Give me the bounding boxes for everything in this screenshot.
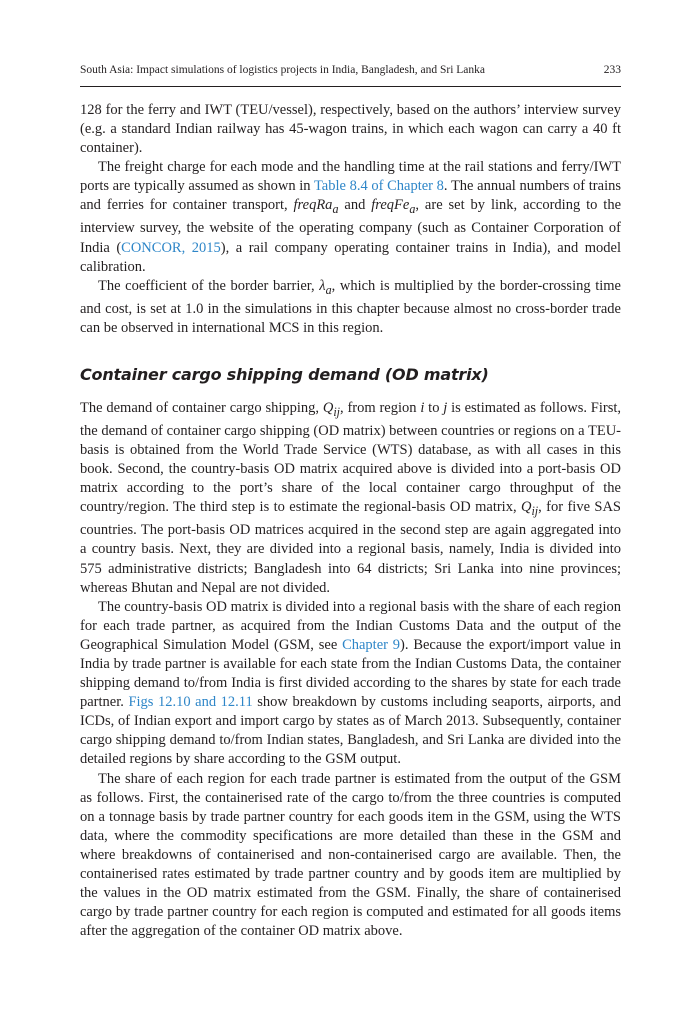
paragraph-2-text-a: The freight charge for each mode and the handling time at the rail stations and ferry/IWT ports are typically assumed as shown in bbox=[80, 159, 621, 195]
paragraph-5-text-a: The country-basis OD matrix is divided into a regional basis with the share of each region for each trade partner, as acquired from the Indian Customs Data and the output of the Geographical Simulation Model (GSM, see bbox=[80, 598, 621, 653]
var-freqRa-subscript: a bbox=[332, 202, 339, 217]
paragraph-2-text-c: and bbox=[338, 197, 372, 214]
paragraph-2-text-b: . The annual numbers of trains and ferries for container transport, bbox=[80, 178, 621, 214]
running-head bbox=[80, 64, 621, 76]
header-rule bbox=[80, 86, 621, 87]
page-number: 233 bbox=[603, 64, 621, 76]
var-j: j bbox=[443, 400, 448, 416]
paragraph-3-text-a: The coefficient of the border barrier, bbox=[98, 277, 320, 294]
section-heading: Container cargo shipping demand (OD matrix) bbox=[80, 364, 489, 384]
paragraph-3 bbox=[80, 277, 621, 338]
paragraph-4-text-c: to bbox=[424, 400, 444, 416]
link-figs-12-10-12-11[interactable]: Figs 12.10 and 12.11 bbox=[128, 694, 253, 711]
paragraph-3-text-b: , which is multiplied by the border-crossing time and cost, is set at 1.0 in the simulations in this chapter because almost no cross-border trade can be observed in international MCS in this region. bbox=[80, 277, 621, 336]
var-freqFe-subscript: a bbox=[409, 202, 416, 217]
var-Q-subscript: ij bbox=[333, 404, 341, 419]
paragraph-4-text-b: , from region bbox=[340, 400, 421, 416]
paragraph-4-text-e: , for five SAS countries. The port-basis OD matrices acquired in the second step are again aggregated into a country basis. Next, they are divided into a regional basis, namely, India is divided into 575 administrative districts; Bangladesh into 64 districts; Sri Lanka into nine provinces; whereas Bhutan and Nepal are not divided. bbox=[80, 499, 621, 596]
paragraph-4-text-a: The demand of container cargo shipping, bbox=[80, 400, 323, 416]
paragraph-4-text-d: is estimated as follows. First, the demand of container cargo shipping (OD matrix) between countries or regions on a TEU-basis is obtained from the World Trade Service (WTS) database, as with all cases in this book. Second, the country-basis OD matrix acquired above is divided into a port-basis OD matrix according to the port’s share of the local container cargo throughput of the country/region. The third step is to estimate the regional-basis OD matrix, bbox=[80, 400, 621, 516]
var-freqFe: freqFe bbox=[371, 197, 410, 214]
paragraph-2-text-d: , are set by link, according to the interview survey, the website of the operating company (such as Container Corporation of India ( bbox=[80, 197, 621, 256]
var-Q-2: Q bbox=[520, 499, 532, 516]
paragraph-6-text: The share of each region for each trade partner is estimated from the output of the GSM as follows. First, the containerised rate of the cargo to/from the three countries is computed on a tonnage basis by trade partner country for each goods item in the GSM, using the WTS data, where the commodity specifications are more detailed than these in the GSM and where breakdowns of containerised and non-containerised cargo are available. Then, the containerised rates estimated by trade partner country and by goods item are multiplied by the values in the OD matrix estimated from the GSM. Finally, the share of containerised cargo by trade partner country for each region is computed and estimated for all goods items after the aggregation of the container OD matrix above. bbox=[80, 770, 621, 940]
link-concor-2015[interactable]: CONCOR, 2015 bbox=[121, 239, 221, 256]
var-lambda: λ bbox=[319, 277, 326, 294]
paragraph-5 bbox=[80, 598, 621, 770]
link-chapter-9[interactable]: Chapter 9 bbox=[342, 636, 401, 653]
body-text bbox=[80, 101, 621, 941]
var-freqRa: freqRa bbox=[293, 197, 333, 214]
var-lambda-subscript: a bbox=[325, 282, 332, 297]
paragraph-5-text-c: show breakdown by customs including seaports, airports, and ICDs, of Indian export and import cargo by states as of March 2013. Subsequently, container cargo shipping demand to/from Indian states, Bangladesh, and Sri Lanka are divided into the detailed regions by share according to the GSM output. bbox=[80, 694, 621, 768]
paragraph-5-text-b: ). Because the export/import value in India by trade partner is available for each state from the Indian Customs Data, the container shipping demand to/from India is first divided according to the shares by state for each trade partner. bbox=[80, 636, 622, 711]
link-table-8-4[interactable]: Table 8.4 of Chapter 8 bbox=[313, 178, 444, 195]
var-Q: Q bbox=[322, 400, 334, 416]
var-Q-2-subscript: ij bbox=[531, 504, 539, 519]
paragraph-4 bbox=[80, 399, 621, 598]
paragraph-2 bbox=[80, 158, 621, 276]
paragraph-2-text-e: ), a rail company operating container trains in India), and model calibration. bbox=[80, 239, 622, 275]
paragraph-6 bbox=[80, 770, 621, 942]
paragraph-1-text: 128 for the ferry and IWT (TEU/vessel), respectively, based on the authors’ interview survey (e.g. a standard Indian railway has 45-wagon trains, in which each wagon can carry a 40 ft container). bbox=[80, 102, 621, 157]
var-i: i bbox=[420, 400, 425, 416]
paragraph-1 bbox=[80, 101, 621, 158]
running-title: South Asia: Impact simulations of logistics projects in India, Bangladesh, and Sri Lanka bbox=[80, 64, 485, 76]
